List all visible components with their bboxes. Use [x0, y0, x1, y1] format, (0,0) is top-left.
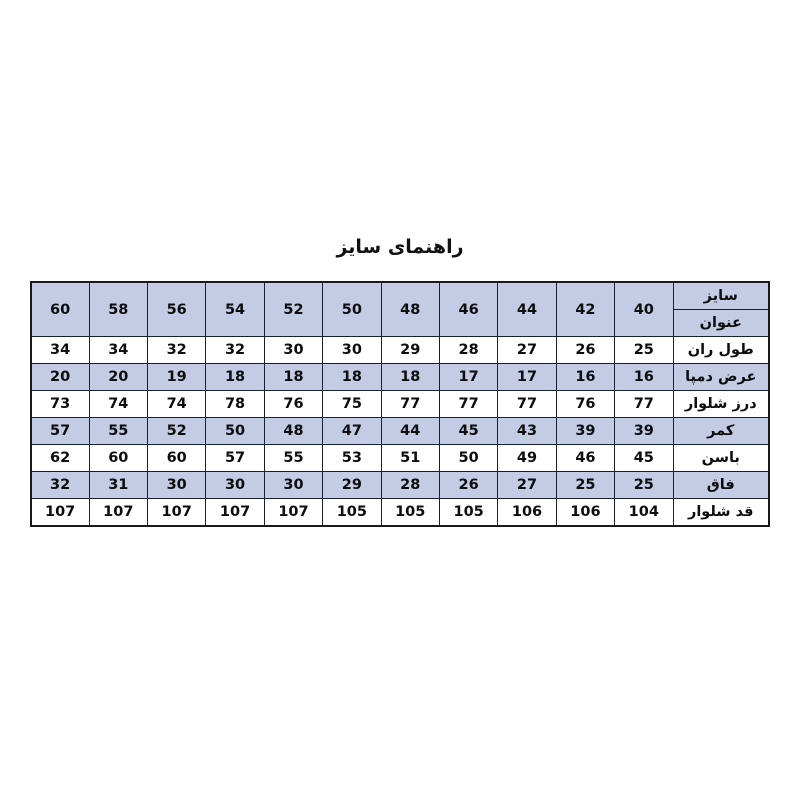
measurement-cell: 107: [264, 499, 322, 526]
measurement-cell: 62: [31, 445, 89, 472]
measurement-cell: 77: [615, 391, 673, 418]
measurement-cell: 60: [89, 445, 147, 472]
measurement-cell: 25: [556, 472, 614, 499]
measurement-cell: 55: [264, 445, 322, 472]
measurement-cell: 34: [89, 337, 147, 364]
table-row: [31, 391, 769, 418]
measurement-cell: 39: [556, 418, 614, 445]
measurement-cell: 57: [206, 445, 264, 472]
measurement-cell: 18: [381, 364, 439, 391]
measurement-cell: 73: [31, 391, 89, 418]
measurement-cell: 18: [323, 364, 381, 391]
row-label-cell: عرض دمپا: [673, 364, 769, 391]
measurement-cell: 26: [439, 472, 497, 499]
row-label-cell: کمر: [673, 418, 769, 445]
size-guide-table: [30, 281, 770, 527]
measurement-cell: 26: [556, 337, 614, 364]
measurement-cell: 78: [206, 391, 264, 418]
measurement-cell: 32: [147, 337, 205, 364]
measurement-cell: 47: [323, 418, 381, 445]
measurement-cell: 16: [615, 364, 673, 391]
measurement-cell: 30: [323, 337, 381, 364]
measurement-cell: 107: [31, 499, 89, 526]
measurement-cell: 77: [498, 391, 556, 418]
measurement-cell: 51: [381, 445, 439, 472]
measurement-cell: 49: [498, 445, 556, 472]
table-row: [31, 337, 769, 364]
measurement-cell: 28: [439, 337, 497, 364]
measurement-cell: 20: [31, 364, 89, 391]
header-size-cell: 40: [615, 282, 673, 337]
header-size-cell: 48: [381, 282, 439, 337]
measurement-cell: 53: [323, 445, 381, 472]
measurement-cell: 107: [206, 499, 264, 526]
measurement-cell: 25: [615, 472, 673, 499]
header-corner-cell: [673, 282, 769, 337]
measurement-cell: 105: [323, 499, 381, 526]
measurement-cell: 107: [147, 499, 205, 526]
measurement-cell: 30: [264, 472, 322, 499]
measurement-cell: 30: [206, 472, 264, 499]
header-size-cell: 44: [498, 282, 556, 337]
measurement-cell: 60: [147, 445, 205, 472]
measurement-cell: 104: [615, 499, 673, 526]
table-header: [31, 282, 769, 337]
measurement-cell: 30: [264, 337, 322, 364]
header-size-cell: 56: [147, 282, 205, 337]
measurement-cell: 76: [264, 391, 322, 418]
measurement-cell: 19: [147, 364, 205, 391]
measurement-cell: 44: [381, 418, 439, 445]
measurement-cell: 20: [89, 364, 147, 391]
measurement-cell: 55: [89, 418, 147, 445]
measurement-cell: 106: [498, 499, 556, 526]
measurement-cell: 107: [89, 499, 147, 526]
measurement-cell: 74: [89, 391, 147, 418]
table-body: [31, 337, 769, 526]
table-row: [31, 364, 769, 391]
measurement-cell: 29: [381, 337, 439, 364]
header-corner-size-label: سایز: [674, 283, 769, 310]
row-label-cell: فاق: [673, 472, 769, 499]
measurement-cell: 17: [498, 364, 556, 391]
header-size-cell: 52: [264, 282, 322, 337]
table-row: [31, 472, 769, 499]
row-label-cell: طول ران: [673, 337, 769, 364]
header-size-cell: 46: [439, 282, 497, 337]
measurement-cell: 74: [147, 391, 205, 418]
measurement-cell: 50: [439, 445, 497, 472]
size-guide-table-container: [32, 281, 770, 527]
measurement-cell: 16: [556, 364, 614, 391]
measurement-cell: 18: [264, 364, 322, 391]
measurement-cell: 48: [264, 418, 322, 445]
measurement-cell: 45: [615, 445, 673, 472]
header-size-cell: 54: [206, 282, 264, 337]
table-row: [31, 418, 769, 445]
measurement-cell: 77: [439, 391, 497, 418]
table-row: [31, 445, 769, 472]
measurement-cell: 77: [381, 391, 439, 418]
header-size-cell: 42: [556, 282, 614, 337]
measurement-cell: 106: [556, 499, 614, 526]
measurement-cell: 28: [381, 472, 439, 499]
measurement-cell: 75: [323, 391, 381, 418]
row-label-cell: باسن: [673, 445, 769, 472]
row-label-cell: درز شلوار: [673, 391, 769, 418]
measurement-cell: 32: [31, 472, 89, 499]
measurement-cell: 39: [615, 418, 673, 445]
measurement-cell: 27: [498, 472, 556, 499]
measurement-cell: 34: [31, 337, 89, 364]
measurement-cell: 30: [147, 472, 205, 499]
measurement-cell: 17: [439, 364, 497, 391]
measurement-cell: 43: [498, 418, 556, 445]
header-size-cell: 58: [89, 282, 147, 337]
table-row: [31, 499, 769, 526]
measurement-cell: 57: [31, 418, 89, 445]
measurement-cell: 52: [147, 418, 205, 445]
measurement-cell: 50: [206, 418, 264, 445]
measurement-cell: 29: [323, 472, 381, 499]
measurement-cell: 76: [556, 391, 614, 418]
measurement-cell: 25: [615, 337, 673, 364]
row-label-cell: قد شلوار: [673, 499, 769, 526]
header-corner-title-label: عنوان: [674, 310, 769, 336]
measurement-cell: 45: [439, 418, 497, 445]
measurement-cell: 27: [498, 337, 556, 364]
measurement-cell: 18: [206, 364, 264, 391]
measurement-cell: 46: [556, 445, 614, 472]
measurement-cell: 105: [381, 499, 439, 526]
measurement-cell: 31: [89, 472, 147, 499]
header-size-cell: 60: [31, 282, 89, 337]
measurement-cell: 105: [439, 499, 497, 526]
table-header-row: [31, 282, 769, 337]
header-size-cell: 50: [323, 282, 381, 337]
measurement-cell: 32: [206, 337, 264, 364]
page-title: راهنمای سایز: [336, 236, 464, 258]
